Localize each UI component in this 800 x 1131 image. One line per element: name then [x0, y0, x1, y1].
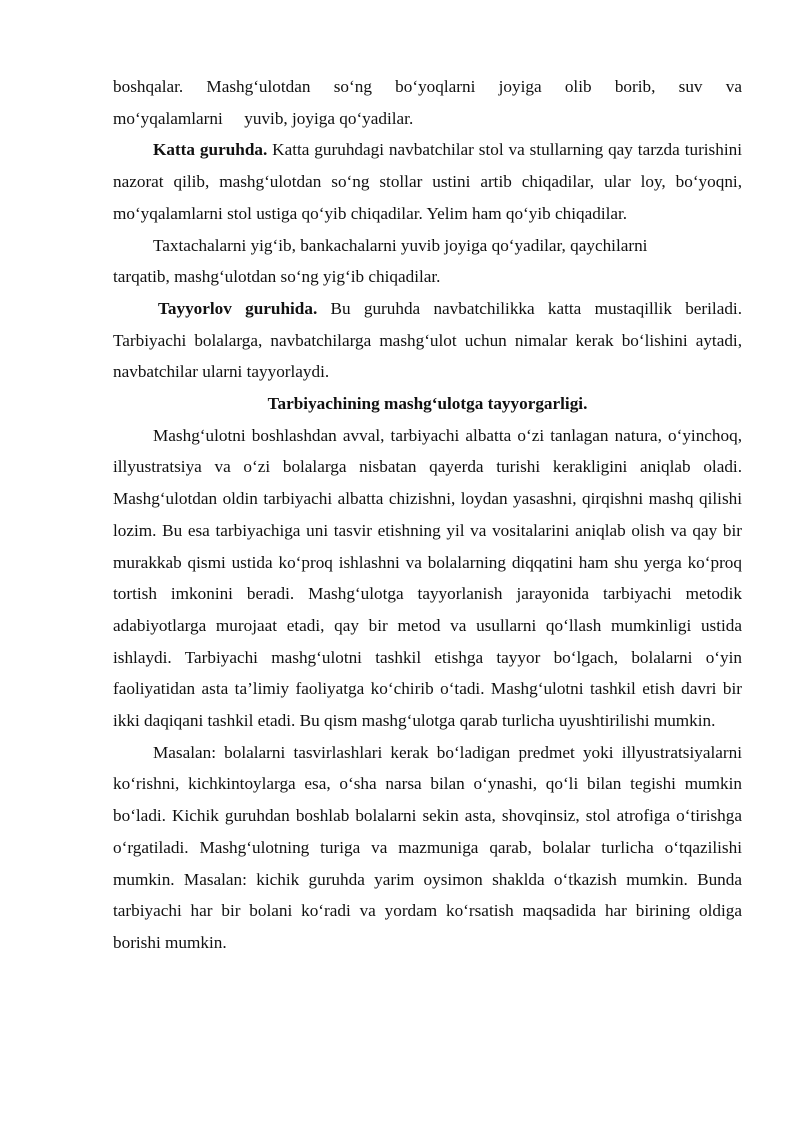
paragraph-continuation-line-2: mo‘yqalamlarni yuvib, joyiga qo‘yadilar.	[113, 108, 414, 128]
taxtachalar-line-1: Taxtachalarni yig‘ib, bankachalarni yuvib joyiga qo‘yadilar, qaychilarni	[153, 235, 648, 255]
paragraph-tayyorlov-guruhida	[113, 293, 742, 388]
paragraph-mashgulotni-boshlash: Mashg‘ulotni boshlashdan avval, tarbiyachi albatta o‘zi tanlagan natura, o‘yinchoq, illyustratsiya va o‘zi bolalarga nisbatan qayerda turishi kerakligini aniqlab oladi. Mashg‘ulotdan oldin tarbiyachi albatta chizishni, loydan yasashni, qirqishni mashq qilishi lozim. Bu esa tarbiyachiga uni tasvir etishning yil va vositalarini aniqlab olish va qay bir murakkab qismi ustida ko‘proq ishlashni va bolalarning diqqatini ham shu yerga ko‘proq tortish imkonini beradi. Mashg‘ulotga tayyorlanish jarayonida tarbiyachi metodik adabiyotlarga murojaat etadi, qay bir metod va usullarni qo‘llash mumkinligi ustida ishlaydi. Tarbiyachi mashg‘ulotni tashkil etishga tayyor bo‘lgach, bolalarni o‘yin faoliyatidan asta ta’limiy faoliyatga ko‘chirib o‘tadi. Mashg‘ulotni tashkil etish davri bir ikki daqiqani tashkil etadi. Bu qism mashg‘ulotga qarab turlicha uyushtirilishi mumkin.	[113, 425, 742, 731]
tayyorlov-guruhida-heading: Tayyorlov guruhida.	[158, 298, 318, 318]
katta-guruhda-text: Katta guruhdagi navbatchilar stol va stullarning qay tarzda turishini nazorat qilib, mashg‘ulotdan so‘ng stollar ustini artib chiqadilar, ular loy, bo‘yoqni, mo‘yqalamlarni stol ustiga qo‘yib chiqadilar. Yelim ham qo‘yib chiqadilar.	[113, 140, 742, 223]
paragraph-continuation-end	[113, 103, 742, 135]
tayyorlov-guruhida-text: Bu guruhda navbatchilikka katta mustaqillik beriladi. Tarbiyachi bolalarga, navbatchilarga mashg‘ulot uchun nimalar kerak bo‘lishini aytadi, navbatchilar ularni tayyorlaydi.	[113, 298, 742, 382]
document-page	[113, 71, 742, 959]
paragraph-taxtachalar-end	[113, 261, 742, 293]
katta-guruhda-heading: Katta guruhda.	[153, 140, 268, 160]
paragraph-katta-guruhda	[113, 134, 742, 229]
paragraph-continuation-line-1: boshqalar. Mashg‘ulotdan so‘ng bo‘yoqlarni joyiga olib borib, suv va	[113, 77, 742, 96]
taxtachalar-line-2: tarqatib, mashg‘ulotdan so‘ng yig‘ib chiqadilar.	[113, 267, 441, 287]
paragraph-taxtachalar	[113, 230, 742, 262]
section-heading: Tarbiyachining mashg‘ulotga tayyorgarligi.	[267, 394, 588, 414]
paragraph-masalan: Masalan: bolalarni tasvirlashlari kerak bo‘ladigan predmet yoki illyustratsiyalarni ko‘rishni, kichkintoylarga esa, o‘sha narsa bilan o‘ynashi, qo‘li bilan tegishi mumkin bo‘ladi. Kichik guruhdan boshlab bolalarni sekin asta, shovqinsiz, stol atrofiga o‘tirishga o‘rgatiladi. Mashg‘ulotning turiga va mazmuniga qarab, bolalar turlicha o‘tqazilishi mumkin. Masalan: kichik guruhda yarim oysimon shaklda o‘tkazish mumkin. Bunda tarbiyachi har bir bolani ko‘radi va yordam ko‘rsatish maqsadida har birining oldiga borishi mumkin.	[113, 742, 742, 952]
paragraph-continuation	[113, 71, 742, 103]
